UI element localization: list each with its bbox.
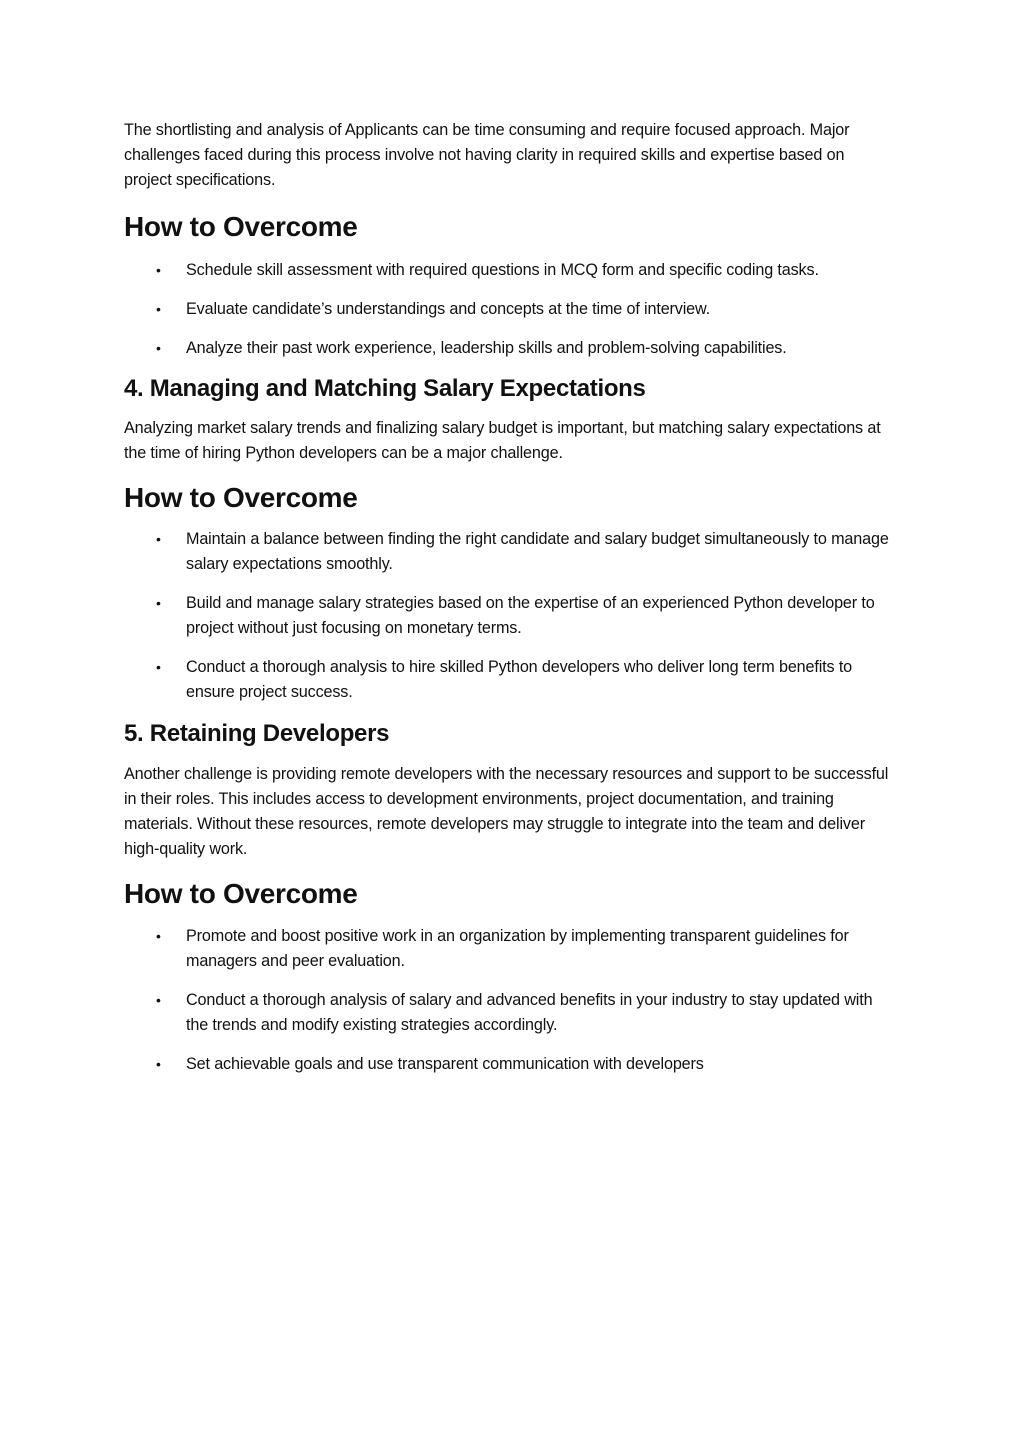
bullet-icon: • xyxy=(156,1056,161,1072)
list-item-text: Schedule skill assessment with required questions in MCQ form and specific coding tasks. xyxy=(186,261,819,279)
how-to-overcome-heading-2: How to Overcome xyxy=(124,482,358,513)
list-item-text: Evaluate candidate’s understandings and concepts at the time of interview. xyxy=(186,300,711,318)
document-page xyxy=(124,118,896,1077)
section-4-heading: 4. Managing and Matching Salary Expectations xyxy=(124,375,646,402)
intro-paragraph: The shortlisting and analysis of Applicants can be time consuming and require focused approach. Major challenges faced during this process involve not having clarity in required skills and expertise based on project specifications. xyxy=(124,121,850,189)
list-item xyxy=(124,258,896,283)
bullet-icon: • xyxy=(156,340,161,356)
section-4-paragraph: Analyzing market salary trends and finalizing salary budget is important, but matching salary expectations at the time of hiring Python developers can be a major challenge. xyxy=(124,419,881,462)
bullet-icon: • xyxy=(156,992,161,1008)
list-item xyxy=(124,988,896,1038)
section-5-paragraph: Another challenge is providing remote developers with the necessary resources and support to be successful in their roles. This includes access to development environments, project documentation, and training materials. Without these resources, remote developers may struggle to integrate into the team and deliver high-quality work. xyxy=(124,765,889,858)
list-item xyxy=(124,924,896,974)
how-to-overcome-heading-3: How to Overcome xyxy=(124,878,358,909)
bullet-icon: • xyxy=(156,595,161,611)
list-item xyxy=(124,527,896,577)
bullet-icon: • xyxy=(156,262,161,278)
list-item xyxy=(124,591,896,641)
list-item xyxy=(124,655,896,705)
bullet-icon: • xyxy=(156,928,161,944)
bullet-icon: • xyxy=(156,659,161,675)
how-to-overcome-heading-1: How to Overcome xyxy=(124,211,358,242)
list-item-text: Conduct a thorough analysis to hire skilled Python developers who deliver long term benefits to ensure project success. xyxy=(186,658,853,701)
list-item-text: Build and manage salary strategies based on the expertise of an experienced Python developer to project without just focusing on monetary terms. xyxy=(186,594,875,637)
list-item xyxy=(124,297,896,322)
list-item-text: Conduct a thorough analysis of salary and advanced benefits in your industry to stay updated with the trends and modify existing strategies accordingly. xyxy=(186,991,873,1034)
overcome-list-3 xyxy=(124,924,896,1077)
section-5-heading: 5. Retaining Developers xyxy=(124,720,390,747)
list-item-text: Analyze their past work experience, leadership skills and problem-solving capabilities. xyxy=(186,339,787,357)
list-item xyxy=(124,336,896,361)
bullet-icon: • xyxy=(156,531,161,547)
bullet-icon: • xyxy=(156,301,161,317)
list-item-text: Promote and boost positive work in an organization by implementing transparent guidelines for managers and peer evaluation. xyxy=(186,927,849,970)
list-item-text: Maintain a balance between finding the right candidate and salary budget simultaneously to manage salary expectations smoothly. xyxy=(186,530,889,573)
list-item-text: Set achievable goals and use transparent communication with developers xyxy=(186,1055,704,1073)
overcome-list-1 xyxy=(124,258,896,361)
list-item xyxy=(124,1052,896,1077)
overcome-list-2 xyxy=(124,527,896,705)
